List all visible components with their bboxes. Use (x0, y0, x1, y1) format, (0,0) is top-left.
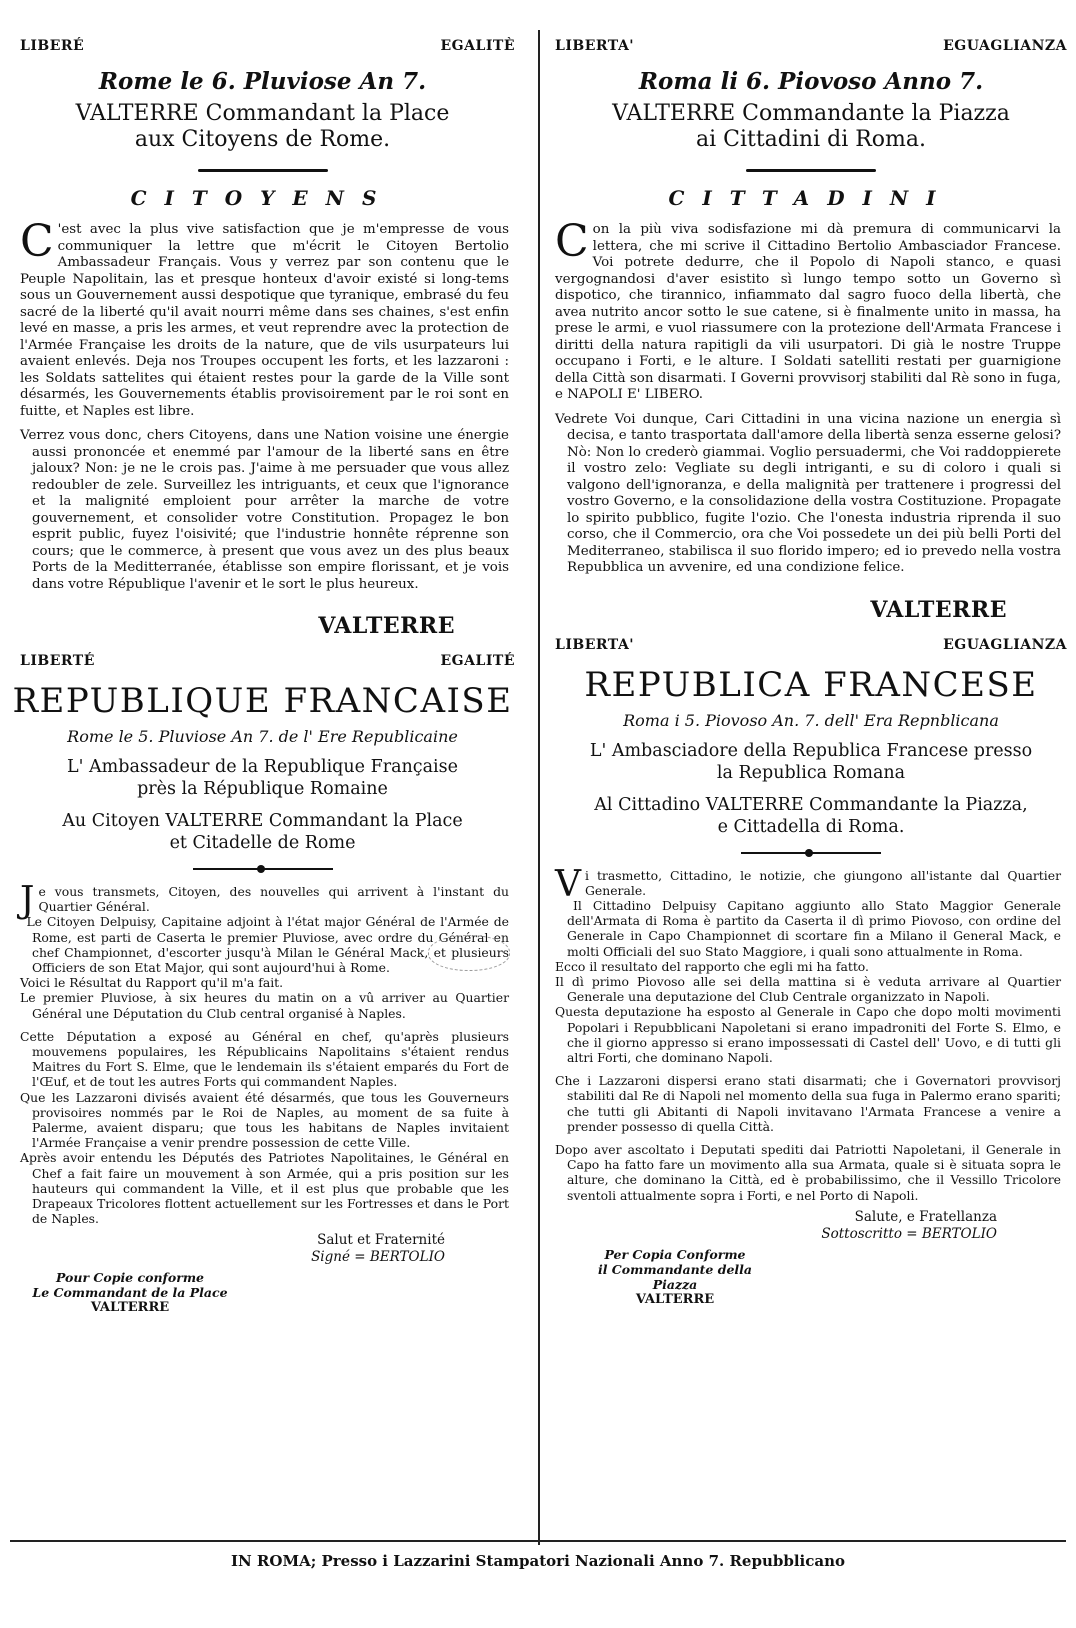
ink-stamp (428, 935, 510, 971)
proclamation-date-it: Roma li 6. Piovoso Anno 7. (638, 68, 984, 95)
from-line-2: près la République Romaine (137, 779, 388, 799)
certified-copy (30, 1270, 230, 1315)
letter-paragraph-4: Le premier Pluviose, à six heures du matin on a vû arriver au Quartier Général une Députation du Club central organisé à Naples. (20, 990, 509, 1021)
motto-row-letter-it (555, 637, 1067, 659)
french-column (10, 0, 515, 1315)
copy-line-1: Pour Copie conforme (55, 1270, 205, 1286)
signe-line: Signé = BERTOLIO (311, 1249, 445, 1266)
letter-to-it (555, 794, 1067, 838)
from-line-1: L' Ambassadeur de la Republique Française (67, 757, 458, 777)
ornament-rule-2 (193, 868, 333, 870)
proclamation-signature: VALTERRE (318, 613, 455, 639)
motto-eguaglianza-2: EGUAGLIANZA (943, 636, 1067, 653)
motto-eguaglianza: EGUAGLIANZA (943, 38, 1067, 54)
to-line-2: et Citadelle de Rome (169, 833, 356, 853)
to-line-1-it: Al Cittadino VALTERRE Commandante la Piazza, (594, 794, 1028, 815)
salut-line-it: Salute, e Fratellanza (854, 1208, 997, 1225)
drop-cap: C (20, 216, 54, 267)
heading-line-2: aux Citoyens de Rome. (134, 127, 391, 152)
drop-cap-v: V (555, 863, 581, 905)
to-line-1: Au Citoyen VALTERRE Commandant la Place (62, 811, 463, 831)
salutation: CITOYENS (130, 186, 395, 210)
motto-row-top (10, 38, 515, 60)
motto-liberta: LIBERTA' (555, 38, 635, 54)
ornament-rule (198, 169, 328, 172)
letter-paragraph-7: Après avoir entendu les Députés des Patriotes Napolitaines, le Général en Chef a fait faire un mouvement à son Armée, qui a pris position sur les hauteurs qui commandent la Ville, et il est plus que probable que les Drapeaux Tricolores flottent actuellement sur les Fortresses et dans le Port de Naples. (20, 1150, 509, 1227)
copy-line-1-it: Per Copia Conforme (604, 1246, 746, 1262)
center-divider (538, 30, 540, 1545)
letter-closing (10, 1232, 515, 1266)
copy-name-it: VALTERRE (635, 1291, 715, 1307)
proclamation-paragraph-1-it (555, 216, 1061, 404)
heading-line-1-it: VALTERRE Commandante la Piazza (612, 101, 1010, 126)
letter-closing-it (555, 1209, 1067, 1243)
salut-line: Salut et Fraternité (317, 1232, 445, 1249)
from-line-2-it: la Republica Romana (716, 762, 906, 783)
letter-date: Rome le 5. Pluviose An 7. de l' Ere Republicaine (67, 727, 458, 746)
proclamation-date: Rome le 6. Pluviose An 7. (98, 68, 427, 95)
proclamation-heading-it (555, 101, 1067, 153)
motto-row-top-it (555, 38, 1067, 60)
copy-name: VALTERRE (90, 1300, 170, 1316)
paragraph-text: 'est avec la plus vive satisfaction que je m'empresse de vous communiquer la lettre que m'écrit le Citoyen Bertolio Ambassadeur Français. Vous y verrez par son contenu que le Peuple Napolitain, las et presque honteux d'avoir existé si long-tems sous un Gouvernement aussi despotique que tyranique, embrasé du feu sacré de la liberté qu'il avait nourri même dans ses chaines, s'est enfin levé en masse, a pris les armes, et veut reprendre avec la protection de l'Armée Française les droits de la nature, que de vils usurpateurs lui avaient enlevés. Deja nos Troupes occupent les forts, et les lazzaroni : les Soldats sattelites qui étaient restes pour la garde de la Ville sont désarmés, les Gouvernements établis provisoirement par le roi sont en fuitte, et Naples est libre. (20, 222, 509, 419)
letter-from (10, 756, 515, 800)
proclamation-paragraph-1 (20, 216, 509, 420)
republic-title: REPUBLIQUE FRANCAISE (12, 681, 513, 721)
paragraph-text: e vous transmets, Citoyen, des nouvelles qui arrivent à l'instant du Quartier Général. (38, 884, 509, 915)
letter-paragraph-5: Cette Députation a exposé au Général en chef, qu'après plusieurs mouvemens populaires, les Républicains Napolitains s'étaient rendus Maitres du Fort S. Elme, que le lendemain ils s'étaient emparés du Fort de l'Œuf, et de tout les autres Forts qui commandent Naples. (20, 1028, 509, 1090)
letter-to (10, 810, 515, 854)
from-line-1-it: L' Ambasciadore della Republica Francese presso (589, 740, 1033, 761)
proclamation-paragraph-2: Verrez vous donc, chers Citoyens, dans une Nation voisine une énergie aussi prononcée et enemmé par l'amour de la liberté sans en être jaloux? Non: je ne le crois pas. J'aime à me persuader que vous allez redoubler de zele. Surveillez les intriguants, et ceux que l'ignorance et la malignité emploient pour arrêter la marche de votre gouvernement, et consolider votre Constitution. Propagez le bon esprit public, fuyez l'oisivité; que l'industrie honnête réprenne son cours; que le commerce, à present que vous avez un des plus beaux Ports de la Meditterranée, établisse son empire florissant, et je vois dans votre République l'avenir et le sort le plus heureux. (20, 428, 509, 592)
letter-from-it (555, 740, 1067, 784)
drop-cap-j: J (20, 880, 35, 921)
ornament-dot-it (805, 849, 813, 857)
drop-cap-it: C (555, 216, 589, 267)
letter-paragraph-1-it (555, 863, 1061, 905)
proclamation-heading (10, 101, 515, 153)
letter-paragraph-3-it: Ecco il resultato del rapporto che egli mi ha fatto. (555, 958, 869, 974)
letter-paragraph-4-it: Il dì primo Piovoso alle sei della mattina si è veduta arrivare al Quartier Generale una deputazione del Club Centrale organizzato in Napoli. (555, 973, 1061, 1005)
paragraph-text: on la più viva sodisfazione mi dà premura di communicarvi la lettera, che mi scrive il Cittadino Bertolio Ambasciador Francese. Voi potrete dedurre, che il Popolo di Napoli stanco, e quasi vergognandosi d'aver esistito sì lungo tempo sotto un Governo sì dispotico, che tirannico, infiammato dal sagro fuoco della libertà, che avea nutrito ancor sotto le sue catene, si è finalmente unito in massa, ha prese le armi, e vuol riassumere con la protezione dell'Armata Francese i diritti della natura rapitigli da vili usurpatori. Di già le nostre Truppe occupano i Forti, e le alture. I Soldati satelliti restati per guarnigione della Città son disarmati. I Governi provvisorj stabiliti dal Rè sono in fuga, e NAPOLI E' LIBERO. (555, 222, 1061, 402)
certified-copy-it (575, 1247, 775, 1307)
letter-paragraph-1 (20, 880, 509, 921)
letter-paragraph-7-it: Dopo aver ascoltato i Deputati spediti dai Patriotti Napoletani, il Generale in Capo ha fatto fare un movimento alla sua Armata, quale si è situata sopra le alture, che dominano la Città, ed è probabilissimo, che il Vessillo Tricolore sventoli attualmente sopra i Forti, e nel Porto di Napoli. (555, 1141, 1061, 1203)
copy-line-2: Le Commandant de la Place (32, 1285, 228, 1301)
letter-paragraph-5-it: Questa deputazione ha esposto al Generale in Capo che dopo molti movimenti Popolari i Repubblicani Napoletani si erano impadroniti del Forte S. Elmo, e che il giorno appresso si erano impossessati di Castel dell' Uovo, e di tutti gli altri Forti, che dominano Napoli. (555, 1004, 1061, 1065)
proclamation-signature-it: VALTERRE (870, 596, 1007, 623)
ornament-rule-2-it (741, 852, 881, 854)
heading-line-1: VALTERRE Commandant la Place (75, 101, 450, 126)
letter-paragraph-6: Que les Lazzaroni divisés avaient été désarmés, que tous les Gouverneurs provisoires nommés par le Roi de Naples, au moment de sa fuite à Palerme, avaient disparu; que tous les habitans de Naples invitaient l'Armée Française a venir prendre possession de cette Ville. (20, 1089, 509, 1151)
ornament-dot (257, 865, 265, 873)
letter-date-it: Roma i 5. Piovoso An. 7. dell' Era Repnblicana (623, 710, 999, 730)
to-line-2-it: e Cittadella di Roma. (717, 816, 905, 837)
bottom-rule (10, 1540, 1066, 1542)
letter-paragraph-3: Voici le Résultat du Rapport qu'il m'a fait. (20, 975, 284, 991)
heading-line-2-it: ai Cittadini di Roma. (695, 127, 927, 152)
paragraph-text: i trasmetto, Cittadino, le notizie, che giungono all'istante dal Quartier Generale. (585, 867, 1061, 898)
motto-egalite: EGALITÈ (440, 38, 515, 54)
signe-line-it: Sottoscritto = BERTOLIO (821, 1225, 997, 1242)
letter-paragraph-2: Le Citoyen Delpuisy, Capitaine adjoint à l'état major Général de l'Armée de Rome, est parti de Caserta le premier Pluviose, avec ordre du Général en chef Championnet, d'escorter jusqu'à Milan le Général Mack, et plusieurs Officiers de son Etat Major, qui sont aujourd'hui à Rome. (26, 914, 509, 976)
italian-column (555, 0, 1067, 1307)
proclamation-paragraph-2-it: Vedrete Voi dunque, Cari Cittadini in una vicina nazione un energia sì decisa, e tanto trasportata dall'amore della libertà senza esserne gelosi? Nò: Non lo crederò giammai. Voglio persuadermi, che Voi raddoppierete il vostro zelo: Vegliate su degli intriganti, e su di coloro i quali si valgono dell'ignoranza, e della malignità per trattenere i progressi del vostro Governo, e la consolidazione della vostra Costituzione. Propagate lo spirito pubblico, fugite l'ozio. Che l'onesta industria riprenda il suo corso, che il Commercio, ora che Voi possedete un dei più belli Porti del Mediterraneo, stabilisca il suo florido impero; ed io prevedo nella vostra Repubblica un avvenire, ed una condizione felice. (555, 411, 1061, 575)
letter-paragraph-2-it: Il Cittadino Delpuisy Capitano aggiunto allo Stato Maggior Generale dell'Armata di Roma è partito da Caserta il dì primo Piovoso, con ordine del Generale in Capo Championnet di scortare fin a Milano il General Mack, e molti Officiali del suo Stato Maggiore, i quali sono attualmente in Roma. (567, 897, 1061, 959)
motto-liberte: LIBERÉ (20, 38, 85, 54)
printer-colophon: IN ROMA; Presso i Lazzarini Stampatori Nazionali Anno 7. Repubblicano (230, 1552, 845, 1570)
copy-line-2-it: il Commandante della Piazza (597, 1261, 753, 1292)
salutation-it: CITTADINI (668, 186, 954, 210)
republic-title-it: REPUBLICA FRANCESE (584, 664, 1038, 705)
ornament-rule-it (746, 169, 876, 172)
motto-liberte-2: LIBERTÉ (20, 653, 95, 669)
motto-liberta-2: LIBERTA' (555, 636, 635, 653)
letter-paragraph-6-it: Che i Lazzaroni dispersi erano stati disarmati; che i Governatori provvisorj stabiliti dal Re di Napoli nel momento della sua fuga in Palermo erano spariti; che tutti gli Abitanti di Napoli invitavano l'Armata Francese a venire a prender possesso di quella Città. (555, 1073, 1061, 1134)
motto-row-letter (10, 653, 515, 675)
motto-egalite-2: EGALITÉ (440, 653, 515, 669)
